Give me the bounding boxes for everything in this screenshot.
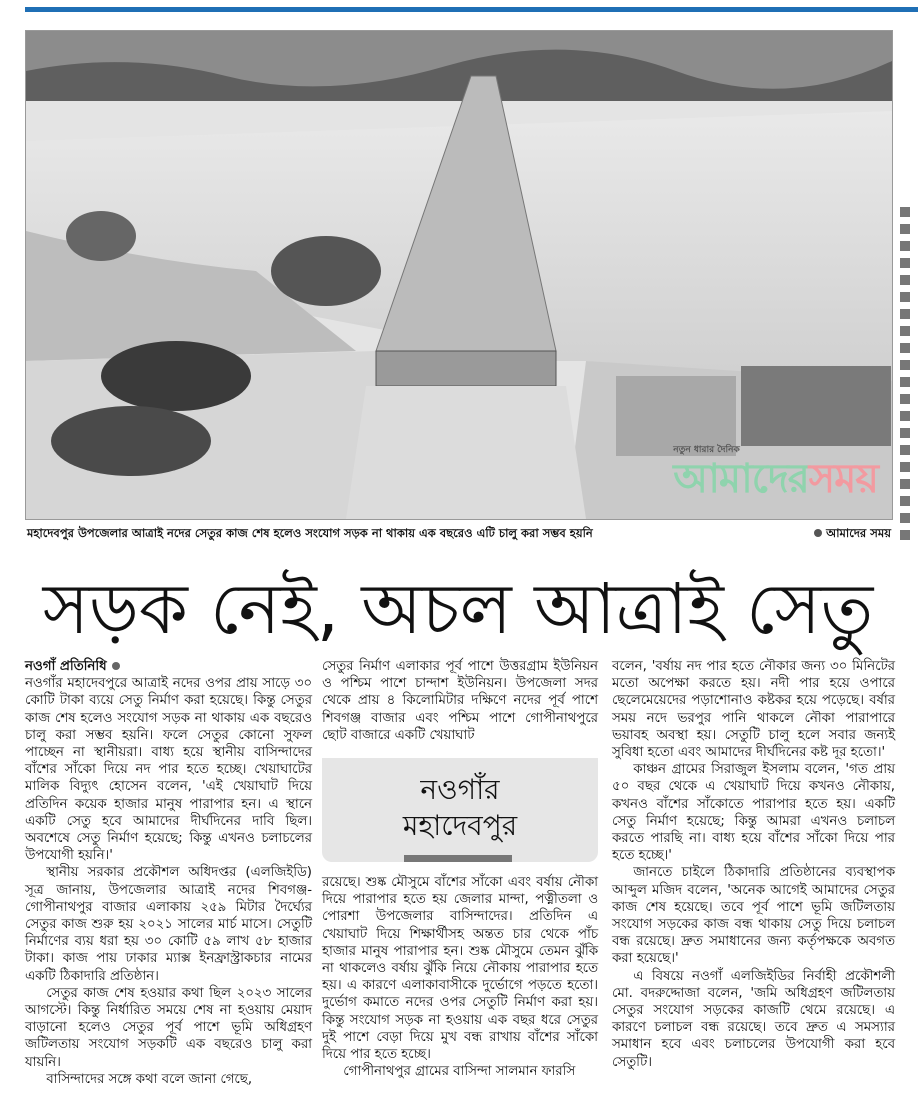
logo-part-2: সময় <box>808 456 878 502</box>
photo-credit: আমাদের সময় <box>781 526 891 540</box>
top-rule <box>25 7 918 12</box>
article-column-3 <box>612 658 895 1071</box>
paragraph: নওগাঁর মহাদেবপুরে আত্রাই নদের ওপর প্রায় সাড়ে ৩০ কোটি টাকা ব্যয়ে সেতু নির্মাণ করা হয়েছে। কিন্তু সেতুর কাজ শেষ হলেও সংযোগ সড়ক না থাকায় এক বছরেও চালু করা সম্ভব হয়নি। ফলে সেতুর কোনো সুফল পাচ্ছেন না স্থানীয়রা। বাধ্য হয়ে স্থানীয় বাসিন্দাদের বাঁশের সাঁকো দিয়ে নদ পার হতে হচ্ছে। খেয়াঘাটের মালিক বিদ্যুৎ হোসেন বলেন, 'এই খেয়াঘাট দিয়ে প্রতিদিন কয়েক হাজার মানুষ পারাপার হন। এ স্থানে একটি সেতু হবে আমাদের দীর্ঘদিনের দাবি ছিল। অবশেষে সেতু নির্মাণ হয়েছে; কিন্তু এখনও চলাচলের উপযোগী হয়নি।' <box>25 676 312 864</box>
paragraph: গোপীনাথপুর গ্রামের বাসিন্দা সালমান ফারসি <box>343 1064 576 1080</box>
adjacent-article-fragment <box>900 200 918 1100</box>
photo-caption: মহাদেবপুর উপজেলার আত্রাই নদের সেতুর কাজ শেষ হলেও সংযোগ সড়ক না থাকায় এক বছরেও এটি চালু করা সম্ভব হয়নি <box>27 526 593 540</box>
box-accent-bar <box>404 855 512 862</box>
location-district: নওগাঁর <box>420 773 500 807</box>
byline: নওগাঁ প্রতিনিধি <box>25 658 312 675</box>
paragraph: কাঞ্চন গ্রামের সিরাজুল ইসলাম বলেন, 'গত প্রায় ৫০ বছর থেকে এ খেয়াঘাট দিয়ে কখনও নৌকায়, কখনও বাঁশের সাঁকোতে পারাপার হতে হয়। একটি সেতু নির্মাণ হয়েছে; কিন্তু আমরা এখনও চলাচল করতে পারছি না। বাধ্য হয়ে বাঁশের সাঁকো দিয়ে পার হতে হচ্ছে।' <box>612 762 895 864</box>
location-upazila: মহাদেবপুর <box>402 809 518 843</box>
article-column-2 <box>322 658 598 1080</box>
paragraph: জানতে চাইলে ঠিকাদারি প্রতিষ্ঠানের ব্যবস্থাপক আব্দুল মজিদ বলেন, 'অনেক আগেই আমাদের সেতুর কাজ শেষ হয়েছে। তবে পূর্ব পাশে ভূমি জটিলতায় সংযোগ সড়কের কাজ বন্ধ থাকায় সেতু দিয়ে চলাচল বন্ধ রয়েছে। দ্রুত সমাধানের জন্য কর্তৃপক্ষকে অবগত করা হয়েছে।' <box>612 865 895 967</box>
paragraph: রয়েছে। শুষ্ক মৌসুমে বাঁশের সাঁকো এবং বর্ষায় নৌকা দিয়ে পারাপার হতে হয় জেলার মান্দা, পত্নীতলা ও পোরশা উপজেলার বাসিন্দাদের। প্রতিদিন এ খেয়াঘাট দিয়ে শিক্ষার্থীসহ অন্তত চার থেকে পাঁচ হাজার মানুষ পারাপার হন। শুষ্ক মৌসুমে তেমন ঝুঁকি না থাকলেও বর্ষায় ঝুঁকি নিয়ে নৌকায় পারাপার হতে হয়। এ কারণে এলাকাবাসীকে দুর্ভোগে পড়তে হতো। দুর্ভোগ কমাতে নদের ওপর সেতুটি নির্মাণ করা হয়। কিন্তু সংযোগ সড়ক না হওয়ায় এক বছর ধরে সেতুর দুই পাশে বেড়া দিয়ে মুখ বন্ধ রাখায় বাঁশের সাঁকো দিয়ে পার হতে হচ্ছে। <box>322 875 598 1063</box>
paragraph: বাসিন্দাদের সঙ্গে কথা বলে জানা গেছে, <box>46 1071 253 1087</box>
article-column-1 <box>25 658 312 1088</box>
paragraph: এ বিষয়ে নওগাঁ এলজিইডির নির্বাহী প্রকৌশলী মো. বদরুদ্দোজা বলেন, 'জমি অধিগ্রহণ জটিলতায় সেতুর সংযোগ সড়কের কাজটি থেমে রয়েছে। এ কারণে চলাচল বন্ধ রয়েছে। তবে দ্রুত এ সমস্যার সমাধান হবে এবং চলাচলের উপযোগী করা হবে সেতুটি। <box>612 968 895 1070</box>
location-box <box>322 758 598 862</box>
paragraph: সেতুর কাজ শেষ হওয়ার কথা ছিল ২০২৩ সালের আগস্টে। কিন্তু নির্ধারিত সময়ে শেষ না হওয়ায় মেয়াদ বাড়ানো হলেও সেতুর পূর্ব পাশে ভূমি অধিগ্রহণ জটিলতায় সংযোগ সড়কটি এক বছরেও চালু করা যায়নি। <box>25 985 312 1070</box>
logo-part-1: আমাদের <box>673 456 809 502</box>
paragraph: বলেন, 'বর্ষায় নদ পার হতে নৌকার জন্য ৩০ মিনিটের মতো অপেক্ষা করতে হয়। নদী পার হয়ে ওপারে ছেলেমেয়েদের পড়াশোনাও কষ্টকর হয়ে পড়েছে। বর্ষার সময় নদে ভরপুর পানি থাকলে নৌকা পারাপারে ভয়াবহ অবস্থা হয়। সেতুটি চালু হলে সবার জন্যই সুবিধা হতো এবং আমাদের দীর্ঘদিনের কষ্ট দূর হতো।' <box>612 659 895 761</box>
headline: সড়ক নেই, অচল আত্রাই সেতু <box>42 568 874 650</box>
newspaper-logo-watermark <box>673 445 878 502</box>
paragraph: স্থানীয় সরকার প্রকৌশল অধিদপ্তর (এলজিইডি) সূত্র জানায়, উপজেলার আত্রাই নদের শিবগঞ্জ-গোপীনাথপুর বাজার এলাকায় ২৫৯ মিটার দৈর্ঘ্যের সেতুর কাজ শুরু হয় ২০২১ সালের মার্চ মাসে। সেতুটি নির্মাণের ব্যয় ধরা হয় ৩০ কোটি ৫৯ লাখ ৫৮ হাজার টাকা। কাজ পায় ঢাকার ম্যাক্স ইনফ্রাস্ট্রাকচার নামের একটি ঠিকাদারি প্রতিষ্ঠান। <box>25 865 312 984</box>
logo-tagline: নতুন ধারার দৈনিক <box>673 445 740 455</box>
paragraph: সেতুর নির্মাণ এলাকার পূর্ব পাশে উত্তরগ্রাম ইউনিয়ন ও পশ্চিম পাশে চান্দাশ ইউনিয়ন। উপজেলা সদর থেকে প্রায় ৪ কিলোমিটার দক্ষিণে নদের পূর্ব পাশে শিবগঞ্জ বাজার এবং পশ্চিম পাশে গোপীনাথপুরে ছোট বাজারে একটি খেয়াঘাট <box>322 659 598 743</box>
